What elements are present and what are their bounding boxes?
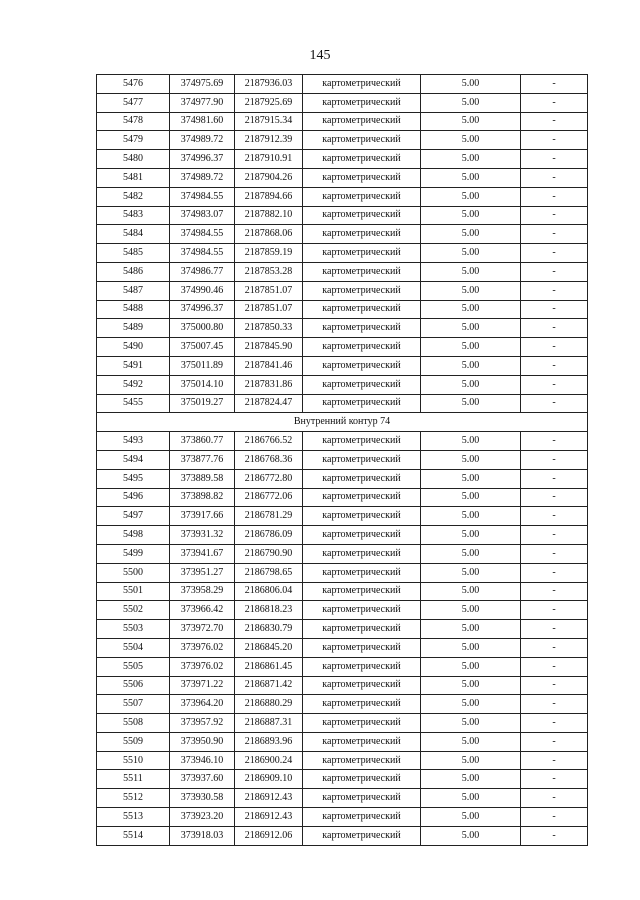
accuracy-cell: 5.00 bbox=[421, 244, 521, 263]
note-cell: - bbox=[521, 507, 588, 526]
table-row bbox=[97, 356, 588, 375]
note-cell: - bbox=[521, 150, 588, 169]
x-coordinate-cell: 373918.03 bbox=[170, 826, 235, 845]
x-coordinate-cell: 373971.22 bbox=[170, 676, 235, 695]
note-cell: - bbox=[521, 544, 588, 563]
table-row bbox=[97, 131, 588, 150]
table-row bbox=[97, 469, 588, 488]
y-coordinate-cell: 2187850.33 bbox=[235, 319, 303, 338]
y-coordinate-cell: 2186798.65 bbox=[235, 563, 303, 582]
x-coordinate-cell: 373860.77 bbox=[170, 432, 235, 451]
table-row bbox=[97, 112, 588, 131]
point-number-cell: 5489 bbox=[97, 319, 170, 338]
note-cell: - bbox=[521, 338, 588, 357]
note-cell: - bbox=[521, 394, 588, 413]
table-row bbox=[97, 526, 588, 545]
y-coordinate-cell: 2186912.06 bbox=[235, 826, 303, 845]
note-cell: - bbox=[521, 638, 588, 657]
y-coordinate-cell: 2186871.42 bbox=[235, 676, 303, 695]
point-number-cell: 5492 bbox=[97, 375, 170, 394]
x-coordinate-cell: 375011.89 bbox=[170, 356, 235, 375]
x-coordinate-cell: 374975.69 bbox=[170, 75, 235, 94]
note-cell: - bbox=[521, 732, 588, 751]
point-number-cell: 5497 bbox=[97, 507, 170, 526]
section-row bbox=[97, 413, 588, 432]
accuracy-cell: 5.00 bbox=[421, 206, 521, 225]
method-cell: картометрический bbox=[303, 808, 421, 827]
method-cell: картометрический bbox=[303, 375, 421, 394]
x-coordinate-cell: 374989.72 bbox=[170, 131, 235, 150]
table-row bbox=[97, 676, 588, 695]
point-number-cell: 5503 bbox=[97, 620, 170, 639]
point-number-cell: 5487 bbox=[97, 281, 170, 300]
accuracy-cell: 5.00 bbox=[421, 526, 521, 545]
accuracy-cell: 5.00 bbox=[421, 112, 521, 131]
note-cell: - bbox=[521, 676, 588, 695]
page-number: 145 bbox=[309, 48, 331, 63]
accuracy-cell: 5.00 bbox=[421, 488, 521, 507]
y-coordinate-cell: 2186772.06 bbox=[235, 488, 303, 507]
method-cell: картометрический bbox=[303, 206, 421, 225]
method-cell: картометрический bbox=[303, 582, 421, 601]
note-cell: - bbox=[521, 206, 588, 225]
table-row bbox=[97, 225, 588, 244]
note-cell: - bbox=[521, 450, 588, 469]
point-number-cell: 5477 bbox=[97, 93, 170, 112]
y-coordinate-cell: 2186880.29 bbox=[235, 695, 303, 714]
note-cell: - bbox=[521, 582, 588, 601]
accuracy-cell: 5.00 bbox=[421, 563, 521, 582]
method-cell: картометрический bbox=[303, 112, 421, 131]
note-cell: - bbox=[521, 714, 588, 733]
accuracy-cell: 5.00 bbox=[421, 695, 521, 714]
x-coordinate-cell: 373972.70 bbox=[170, 620, 235, 639]
method-cell: картометрический bbox=[303, 281, 421, 300]
method-cell: картометрический bbox=[303, 187, 421, 206]
table-row bbox=[97, 262, 588, 281]
table-row bbox=[97, 281, 588, 300]
method-cell: картометрический bbox=[303, 563, 421, 582]
point-number-cell: 5502 bbox=[97, 601, 170, 620]
x-coordinate-cell: 373877.76 bbox=[170, 450, 235, 469]
accuracy-cell: 5.00 bbox=[421, 338, 521, 357]
coordinates-table bbox=[96, 74, 588, 846]
y-coordinate-cell: 2187824.47 bbox=[235, 394, 303, 413]
y-coordinate-cell: 2187845.90 bbox=[235, 338, 303, 357]
method-cell: картометрический bbox=[303, 732, 421, 751]
accuracy-cell: 5.00 bbox=[421, 300, 521, 319]
note-cell: - bbox=[521, 695, 588, 714]
point-number-cell: 5483 bbox=[97, 206, 170, 225]
x-coordinate-cell: 374990.46 bbox=[170, 281, 235, 300]
table-row bbox=[97, 789, 588, 808]
note-cell: - bbox=[521, 526, 588, 545]
y-coordinate-cell: 2187910.91 bbox=[235, 150, 303, 169]
method-cell: картометрический bbox=[303, 262, 421, 281]
accuracy-cell: 5.00 bbox=[421, 507, 521, 526]
y-coordinate-cell: 2187912.39 bbox=[235, 131, 303, 150]
y-coordinate-cell: 2187851.07 bbox=[235, 281, 303, 300]
point-number-cell: 5493 bbox=[97, 432, 170, 451]
note-cell: - bbox=[521, 789, 588, 808]
note-cell: - bbox=[521, 657, 588, 676]
accuracy-cell: 5.00 bbox=[421, 469, 521, 488]
point-number-cell: 5500 bbox=[97, 563, 170, 582]
x-coordinate-cell: 373917.66 bbox=[170, 507, 235, 526]
point-number-cell: 5480 bbox=[97, 150, 170, 169]
point-number-cell: 5512 bbox=[97, 789, 170, 808]
note-cell: - bbox=[521, 620, 588, 639]
y-coordinate-cell: 2186830.79 bbox=[235, 620, 303, 639]
x-coordinate-cell: 373898.82 bbox=[170, 488, 235, 507]
point-number-cell: 5499 bbox=[97, 544, 170, 563]
table-row bbox=[97, 620, 588, 639]
point-number-cell: 5501 bbox=[97, 582, 170, 601]
table-row bbox=[97, 432, 588, 451]
method-cell: картометрический bbox=[303, 638, 421, 657]
table-row bbox=[97, 582, 588, 601]
accuracy-cell: 5.00 bbox=[421, 544, 521, 563]
accuracy-cell: 5.00 bbox=[421, 789, 521, 808]
point-number-cell: 5509 bbox=[97, 732, 170, 751]
x-coordinate-cell: 373931.32 bbox=[170, 526, 235, 545]
table-row bbox=[97, 319, 588, 338]
y-coordinate-cell: 2187853.28 bbox=[235, 262, 303, 281]
accuracy-cell: 5.00 bbox=[421, 808, 521, 827]
accuracy-cell: 5.00 bbox=[421, 150, 521, 169]
x-coordinate-cell: 373957.92 bbox=[170, 714, 235, 733]
method-cell: картометрический bbox=[303, 507, 421, 526]
note-cell: - bbox=[521, 244, 588, 263]
accuracy-cell: 5.00 bbox=[421, 732, 521, 751]
point-number-cell: 5486 bbox=[97, 262, 170, 281]
point-number-cell: 5490 bbox=[97, 338, 170, 357]
table-row bbox=[97, 657, 588, 676]
y-coordinate-cell: 2187894.66 bbox=[235, 187, 303, 206]
table-row bbox=[97, 375, 588, 394]
x-coordinate-cell: 373923.20 bbox=[170, 808, 235, 827]
method-cell: картометрический bbox=[303, 676, 421, 695]
method-cell: картометрический bbox=[303, 770, 421, 789]
point-number-cell: 5511 bbox=[97, 770, 170, 789]
table-row bbox=[97, 732, 588, 751]
point-number-cell: 5481 bbox=[97, 168, 170, 187]
y-coordinate-cell: 2187936.03 bbox=[235, 75, 303, 94]
method-cell: картометрический bbox=[303, 394, 421, 413]
x-coordinate-cell: 374986.77 bbox=[170, 262, 235, 281]
y-coordinate-cell: 2187851.07 bbox=[235, 300, 303, 319]
method-cell: картометрический bbox=[303, 356, 421, 375]
point-number-cell: 5488 bbox=[97, 300, 170, 319]
point-number-cell: 5510 bbox=[97, 751, 170, 770]
y-coordinate-cell: 2186806.04 bbox=[235, 582, 303, 601]
accuracy-cell: 5.00 bbox=[421, 93, 521, 112]
x-coordinate-cell: 373976.02 bbox=[170, 657, 235, 676]
note-cell: - bbox=[521, 751, 588, 770]
table-row bbox=[97, 187, 588, 206]
table-row bbox=[97, 338, 588, 357]
accuracy-cell: 5.00 bbox=[421, 356, 521, 375]
accuracy-cell: 5.00 bbox=[421, 450, 521, 469]
x-coordinate-cell: 373941.67 bbox=[170, 544, 235, 563]
note-cell: - bbox=[521, 488, 588, 507]
coordinates-table-body bbox=[97, 75, 588, 846]
method-cell: картометрический bbox=[303, 432, 421, 451]
note-cell: - bbox=[521, 469, 588, 488]
table-row bbox=[97, 488, 588, 507]
y-coordinate-cell: 2187831.86 bbox=[235, 375, 303, 394]
point-number-cell: 5479 bbox=[97, 131, 170, 150]
x-coordinate-cell: 374983.07 bbox=[170, 206, 235, 225]
note-cell: - bbox=[521, 168, 588, 187]
accuracy-cell: 5.00 bbox=[421, 582, 521, 601]
method-cell: картометрический bbox=[303, 714, 421, 733]
accuracy-cell: 5.00 bbox=[421, 714, 521, 733]
table-row bbox=[97, 206, 588, 225]
method-cell: картометрический bbox=[303, 75, 421, 94]
y-coordinate-cell: 2187915.34 bbox=[235, 112, 303, 131]
accuracy-cell: 5.00 bbox=[421, 751, 521, 770]
note-cell: - bbox=[521, 432, 588, 451]
note-cell: - bbox=[521, 281, 588, 300]
y-coordinate-cell: 2187868.06 bbox=[235, 225, 303, 244]
method-cell: картометрический bbox=[303, 450, 421, 469]
y-coordinate-cell: 2186893.96 bbox=[235, 732, 303, 751]
table-row bbox=[97, 826, 588, 845]
x-coordinate-cell: 373930.58 bbox=[170, 789, 235, 808]
x-coordinate-cell: 373950.90 bbox=[170, 732, 235, 751]
method-cell: картометрический bbox=[303, 751, 421, 770]
method-cell: картометрический bbox=[303, 620, 421, 639]
table-row bbox=[97, 450, 588, 469]
point-number-cell: 5507 bbox=[97, 695, 170, 714]
x-coordinate-cell: 373946.10 bbox=[170, 751, 235, 770]
y-coordinate-cell: 2186900.24 bbox=[235, 751, 303, 770]
point-number-cell: 5494 bbox=[97, 450, 170, 469]
method-cell: картометрический bbox=[303, 319, 421, 338]
y-coordinate-cell: 2186786.09 bbox=[235, 526, 303, 545]
table-row bbox=[97, 601, 588, 620]
y-coordinate-cell: 2187859.19 bbox=[235, 244, 303, 263]
note-cell: - bbox=[521, 770, 588, 789]
point-number-cell: 5484 bbox=[97, 225, 170, 244]
accuracy-cell: 5.00 bbox=[421, 676, 521, 695]
accuracy-cell: 5.00 bbox=[421, 131, 521, 150]
y-coordinate-cell: 2187841.46 bbox=[235, 356, 303, 375]
table-row bbox=[97, 751, 588, 770]
method-cell: картометрический bbox=[303, 150, 421, 169]
table-row bbox=[97, 75, 588, 94]
table-row bbox=[97, 544, 588, 563]
accuracy-cell: 5.00 bbox=[421, 75, 521, 94]
method-cell: картометрический bbox=[303, 601, 421, 620]
table-row bbox=[97, 168, 588, 187]
x-coordinate-cell: 375000.80 bbox=[170, 319, 235, 338]
y-coordinate-cell: 2186845.20 bbox=[235, 638, 303, 657]
y-coordinate-cell: 2187904.26 bbox=[235, 168, 303, 187]
note-cell: - bbox=[521, 563, 588, 582]
table-row bbox=[97, 563, 588, 582]
accuracy-cell: 5.00 bbox=[421, 394, 521, 413]
accuracy-cell: 5.00 bbox=[421, 168, 521, 187]
table-row bbox=[97, 507, 588, 526]
accuracy-cell: 5.00 bbox=[421, 262, 521, 281]
method-cell: картометрический bbox=[303, 695, 421, 714]
point-number-cell: 5504 bbox=[97, 638, 170, 657]
note-cell: - bbox=[521, 93, 588, 112]
accuracy-cell: 5.00 bbox=[421, 225, 521, 244]
method-cell: картометрический bbox=[303, 131, 421, 150]
point-number-cell: 5514 bbox=[97, 826, 170, 845]
note-cell: - bbox=[521, 356, 588, 375]
method-cell: картометрический bbox=[303, 826, 421, 845]
note-cell: - bbox=[521, 826, 588, 845]
note-cell: - bbox=[521, 319, 588, 338]
x-coordinate-cell: 374989.72 bbox=[170, 168, 235, 187]
note-cell: - bbox=[521, 131, 588, 150]
y-coordinate-cell: 2187882.10 bbox=[235, 206, 303, 225]
x-coordinate-cell: 374977.90 bbox=[170, 93, 235, 112]
note-cell: - bbox=[521, 300, 588, 319]
accuracy-cell: 5.00 bbox=[421, 375, 521, 394]
method-cell: картометрический bbox=[303, 488, 421, 507]
method-cell: картометрический bbox=[303, 789, 421, 808]
table-row bbox=[97, 714, 588, 733]
x-coordinate-cell: 375007.45 bbox=[170, 338, 235, 357]
y-coordinate-cell: 2187925.69 bbox=[235, 93, 303, 112]
method-cell: картометрический bbox=[303, 225, 421, 244]
accuracy-cell: 5.00 bbox=[421, 620, 521, 639]
x-coordinate-cell: 374984.55 bbox=[170, 244, 235, 263]
y-coordinate-cell: 2186887.31 bbox=[235, 714, 303, 733]
table-row bbox=[97, 638, 588, 657]
method-cell: картометрический bbox=[303, 244, 421, 263]
table-row bbox=[97, 770, 588, 789]
x-coordinate-cell: 374984.55 bbox=[170, 187, 235, 206]
point-number-cell: 5478 bbox=[97, 112, 170, 131]
x-coordinate-cell: 375014.10 bbox=[170, 375, 235, 394]
x-coordinate-cell: 374984.55 bbox=[170, 225, 235, 244]
accuracy-cell: 5.00 bbox=[421, 770, 521, 789]
table-row bbox=[97, 300, 588, 319]
note-cell: - bbox=[521, 112, 588, 131]
point-number-cell: 5491 bbox=[97, 356, 170, 375]
accuracy-cell: 5.00 bbox=[421, 638, 521, 657]
method-cell: картометрический bbox=[303, 300, 421, 319]
method-cell: картометрический bbox=[303, 338, 421, 357]
point-number-cell: 5485 bbox=[97, 244, 170, 263]
y-coordinate-cell: 2186790.90 bbox=[235, 544, 303, 563]
accuracy-cell: 5.00 bbox=[421, 826, 521, 845]
note-cell: - bbox=[521, 75, 588, 94]
x-coordinate-cell: 373966.42 bbox=[170, 601, 235, 620]
y-coordinate-cell: 2186772.80 bbox=[235, 469, 303, 488]
point-number-cell: 5513 bbox=[97, 808, 170, 827]
table-row bbox=[97, 244, 588, 263]
table-row bbox=[97, 808, 588, 827]
x-coordinate-cell: 373889.58 bbox=[170, 469, 235, 488]
method-cell: картометрический bbox=[303, 93, 421, 112]
table-row bbox=[97, 394, 588, 413]
point-number-cell: 5482 bbox=[97, 187, 170, 206]
method-cell: картометрический bbox=[303, 526, 421, 545]
point-number-cell: 5496 bbox=[97, 488, 170, 507]
x-coordinate-cell: 374996.37 bbox=[170, 150, 235, 169]
point-number-cell: 5506 bbox=[97, 676, 170, 695]
accuracy-cell: 5.00 bbox=[421, 657, 521, 676]
y-coordinate-cell: 2186909.10 bbox=[235, 770, 303, 789]
accuracy-cell: 5.00 bbox=[421, 319, 521, 338]
y-coordinate-cell: 2186768.36 bbox=[235, 450, 303, 469]
note-cell: - bbox=[521, 262, 588, 281]
point-number-cell: 5455 bbox=[97, 394, 170, 413]
accuracy-cell: 5.00 bbox=[421, 187, 521, 206]
point-number-cell: 5498 bbox=[97, 526, 170, 545]
table-row bbox=[97, 93, 588, 112]
note-cell: - bbox=[521, 808, 588, 827]
point-number-cell: 5508 bbox=[97, 714, 170, 733]
x-coordinate-cell: 374981.60 bbox=[170, 112, 235, 131]
x-coordinate-cell: 374996.37 bbox=[170, 300, 235, 319]
point-number-cell: 5505 bbox=[97, 657, 170, 676]
accuracy-cell: 5.00 bbox=[421, 601, 521, 620]
y-coordinate-cell: 2186912.43 bbox=[235, 789, 303, 808]
table-row bbox=[97, 150, 588, 169]
method-cell: картометрический bbox=[303, 469, 421, 488]
x-coordinate-cell: 373958.29 bbox=[170, 582, 235, 601]
section-title: Внутренний контур 74 bbox=[97, 413, 588, 432]
x-coordinate-cell: 373937.60 bbox=[170, 770, 235, 789]
point-number-cell: 5476 bbox=[97, 75, 170, 94]
note-cell: - bbox=[521, 601, 588, 620]
y-coordinate-cell: 2186818.23 bbox=[235, 601, 303, 620]
y-coordinate-cell: 2186912.43 bbox=[235, 808, 303, 827]
note-cell: - bbox=[521, 225, 588, 244]
x-coordinate-cell: 373964.20 bbox=[170, 695, 235, 714]
table-row bbox=[97, 695, 588, 714]
note-cell: - bbox=[521, 187, 588, 206]
method-cell: картометрический bbox=[303, 168, 421, 187]
y-coordinate-cell: 2186781.29 bbox=[235, 507, 303, 526]
x-coordinate-cell: 373951.27 bbox=[170, 563, 235, 582]
x-coordinate-cell: 375019.27 bbox=[170, 394, 235, 413]
y-coordinate-cell: 2186861.45 bbox=[235, 657, 303, 676]
x-coordinate-cell: 373976.02 bbox=[170, 638, 235, 657]
accuracy-cell: 5.00 bbox=[421, 281, 521, 300]
note-cell: - bbox=[521, 375, 588, 394]
point-number-cell: 5495 bbox=[97, 469, 170, 488]
accuracy-cell: 5.00 bbox=[421, 432, 521, 451]
method-cell: картометрический bbox=[303, 544, 421, 563]
method-cell: картометрический bbox=[303, 657, 421, 676]
y-coordinate-cell: 2186766.52 bbox=[235, 432, 303, 451]
